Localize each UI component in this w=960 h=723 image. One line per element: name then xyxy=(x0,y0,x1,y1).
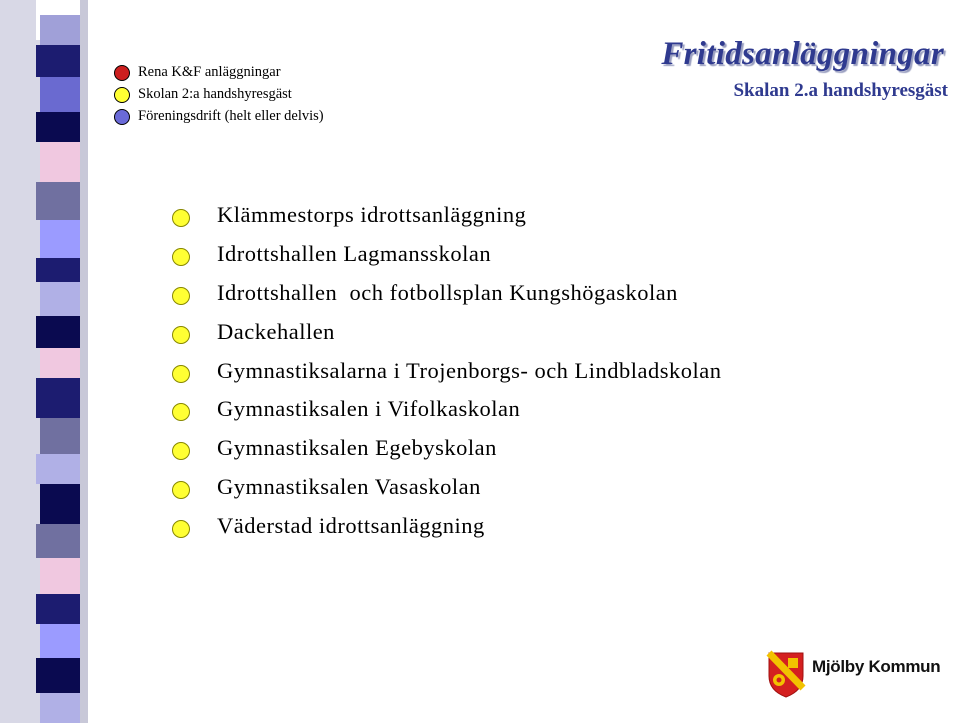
facility-name: Gymnastiksalen i Vifolkaskolan xyxy=(217,396,521,422)
facility-name: Gymnastiksalen Egebyskolan xyxy=(217,435,497,461)
legend-label: Föreningsdrift (helt eller delvis) xyxy=(138,108,324,124)
facility-name: Gymnastiksalen Vasaskolan xyxy=(217,474,481,500)
facility-name: Klämmestorps idrottsanläggning xyxy=(217,202,527,227)
page-subtitle: Skalan 2.a handshyresgäst xyxy=(733,80,948,101)
yellow-bullet-icon xyxy=(172,209,190,227)
legend-label: Skolan 2:a handshyresgäst xyxy=(138,86,292,102)
facility-name: Dackehallen xyxy=(217,318,335,344)
municipal-coat-of-arms-icon xyxy=(766,650,806,698)
yellow-dot-icon xyxy=(114,87,130,103)
logo-text: Mjölby Kommun xyxy=(812,657,941,676)
yellow-bullet-icon xyxy=(172,326,190,344)
yellow-bullet-icon xyxy=(172,520,190,538)
facility-name: Idrottshallen Lagmansskolan xyxy=(217,240,492,266)
facility-name: Väderstad idrottsanläggning xyxy=(217,513,485,539)
mjolby-kommun-logo xyxy=(766,650,941,700)
facility-name: Gymnastiksalarna i Trojenborgs- och Lindbladskolan xyxy=(217,357,722,383)
page-title: Fritidsanläggningar xyxy=(661,36,944,72)
yellow-bullet-icon xyxy=(172,287,190,305)
decorative-stripe-column xyxy=(0,0,88,723)
yellow-bullet-icon xyxy=(172,248,190,266)
yellow-bullet-icon xyxy=(172,365,190,383)
yellow-bullet-icon xyxy=(172,403,190,421)
legend-label: Rena K&F anläggningar xyxy=(138,64,281,80)
facility-name: Idrottshallen och fotbollsplan Kungshögaskolan xyxy=(217,279,678,305)
yellow-bullet-icon xyxy=(172,481,190,499)
red-dot-icon xyxy=(114,65,130,81)
blue-dot-icon xyxy=(114,109,130,125)
yellow-bullet-icon xyxy=(172,442,190,460)
